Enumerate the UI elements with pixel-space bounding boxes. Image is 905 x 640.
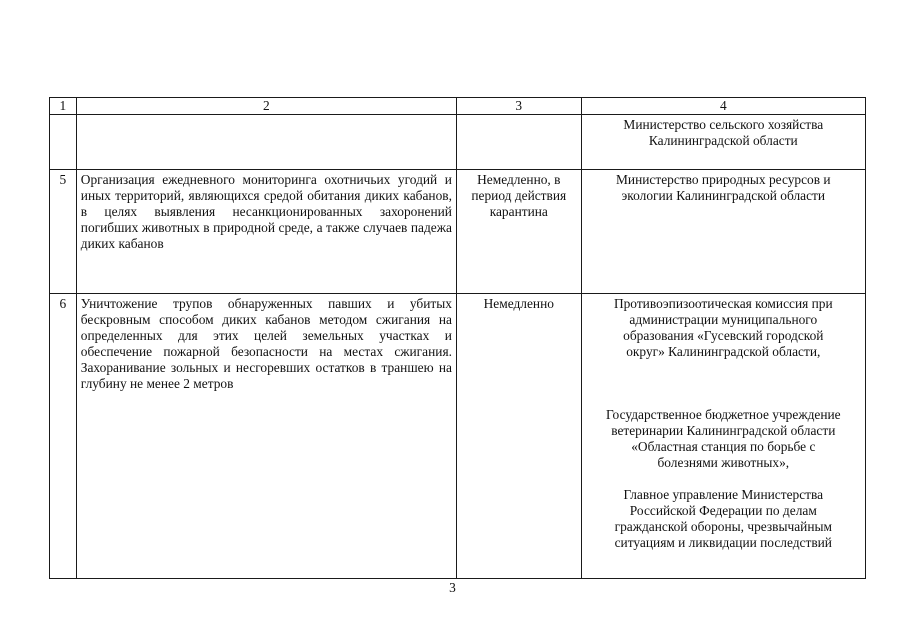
responsible-line: Министерство природных ресурсов и [616,172,831,187]
responsible-line: ситуациям и ликвидации последствий [614,535,832,550]
responsible-line: Главное управление Министерства [623,487,824,502]
header-col-2: 2 [76,98,456,115]
responsible-line: болезнями животных», [657,455,790,470]
term-cell [456,294,581,579]
responsible-line: Противоэпизоотическая комиссия при [613,296,833,311]
row-number: 6 [59,296,67,311]
measure-text: Уничтожение трупов обнаруженных павших и убитых бескровным способом диких кабанов методом сжигания на определенных для этих целей земельных участках и обеспечение пожарной безопасности на местах сжигания. Захоранивание зольных и несгоревших остатков в траншею на глубину не менее 2 метров [80,296,452,391]
term-line: период действия [471,188,567,203]
term-line: карантина [489,204,548,219]
measure-cell [76,294,456,579]
responsible-line: образования «Гусевский городской [623,328,824,343]
term-line: Немедленно [483,296,554,311]
responsible-line: Министерство сельского хозяйства [623,117,824,132]
measure-cell [76,115,456,170]
responsible-line: гражданской обороны, чрезвычайным [614,519,832,534]
row-number-cell [50,170,77,294]
responsible-line: «Областная станция по борьбе с [631,439,816,454]
responsible-cell [581,170,865,294]
responsible-line: ветеринарии Калининградской области [611,423,836,438]
table-row-continuation [50,115,866,170]
responsible-line: Калининградской области [648,133,798,148]
term-cell [456,115,581,170]
responsible-line: администрации муниципального [629,312,818,327]
term-cell [456,170,581,294]
responsible-cell [581,294,865,579]
table-header-row [50,98,866,115]
row-number-cell [50,115,77,170]
header-col-1: 1 [50,98,77,115]
table-row [50,294,866,579]
header-col-3: 3 [456,98,581,115]
responsible-line: округ» Калининградской области, [626,344,821,359]
responsible-cell [581,115,865,170]
measures-table [49,97,866,579]
responsible-line: Государственное бюджетное учреждение [605,407,841,422]
measure-cell [76,170,456,294]
row-number-cell [50,294,77,579]
row-number: 5 [59,172,67,187]
responsible-line: экологии Калининградской области [621,188,826,203]
measure-text: Организация ежедневного мониторинга охотничьих угодий и иных территорий, являющихся средой обитания диких кабанов, в целях выявления несанкционированных захоронений погибших животных в природной среде, а также случаев падежа диких кабанов [80,172,452,251]
header-col-4: 4 [581,98,865,115]
responsible-line: Российской Федерации по делам [629,503,817,518]
term-line: Немедленно, в [477,172,561,187]
table-row [50,170,866,294]
page-number: 3 [449,580,456,595]
